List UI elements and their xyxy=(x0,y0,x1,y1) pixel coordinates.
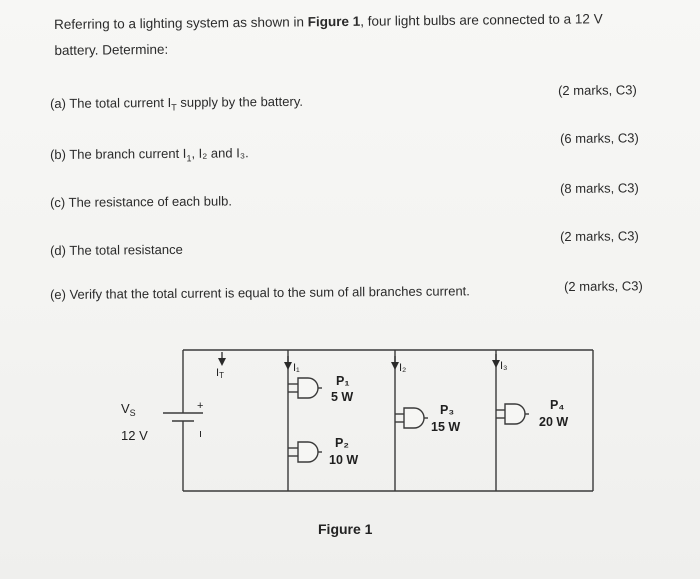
p1-label: P₁ xyxy=(336,374,350,388)
bulb-p3-icon xyxy=(395,408,428,428)
p2-value: 10 W xyxy=(329,453,359,467)
source-value: 12 V xyxy=(121,428,148,443)
question-c: (c) The resistance of each bulb. xyxy=(50,193,232,210)
current-2-label: I₂ xyxy=(399,362,407,374)
battery-plus-sign: + xyxy=(197,400,204,412)
figure-caption: Figure 1 xyxy=(318,521,373,537)
current-total-label: IT xyxy=(216,367,224,380)
marks-c: (8 marks, C3) xyxy=(560,180,639,196)
p3-value: 15 W xyxy=(431,420,461,434)
question-d: (d) The total resistance xyxy=(50,241,183,258)
p4-label: P₄ xyxy=(550,398,565,412)
marks-e: (2 marks, C3) xyxy=(564,278,643,294)
bulb-p1-icon xyxy=(288,378,322,398)
question-a: (a) The total current $I_T$ supply by the battery. xyxy=(50,93,303,113)
marks-b: (6 marks, C3) xyxy=(560,130,639,146)
figure-reference: Figure 1 xyxy=(307,13,361,30)
p2-label: P₂ xyxy=(335,436,349,450)
p3-label: P₃ xyxy=(440,403,455,417)
p1-value: 5 W xyxy=(331,390,354,404)
marks-a: (2 marks, C3) xyxy=(558,82,637,98)
question-e: (e) Verify that the total current is equal to the sum of all branches current. xyxy=(50,283,470,302)
question-b: (b) The branch current $I_1$, I₂ and I₃. xyxy=(50,145,249,164)
current-3-label: I₃ xyxy=(500,360,508,372)
battery-minus-mark: ı xyxy=(199,428,203,440)
source-label: $V_S$ xyxy=(121,401,136,418)
p4-value: 20 W xyxy=(539,415,569,429)
intro-line1-prefix: Referring to a lighting system as shown in xyxy=(54,14,308,32)
marks-d: (2 marks, C3) xyxy=(560,228,639,244)
bulb-p4-icon xyxy=(496,404,529,424)
intro-line1-suffix: , four light bulbs are connected to a 12 V xyxy=(360,11,603,29)
intro-line2: battery. Determine: xyxy=(54,41,169,58)
current-1-label: I₁ xyxy=(293,362,300,374)
bulb-p2-icon xyxy=(288,442,322,462)
